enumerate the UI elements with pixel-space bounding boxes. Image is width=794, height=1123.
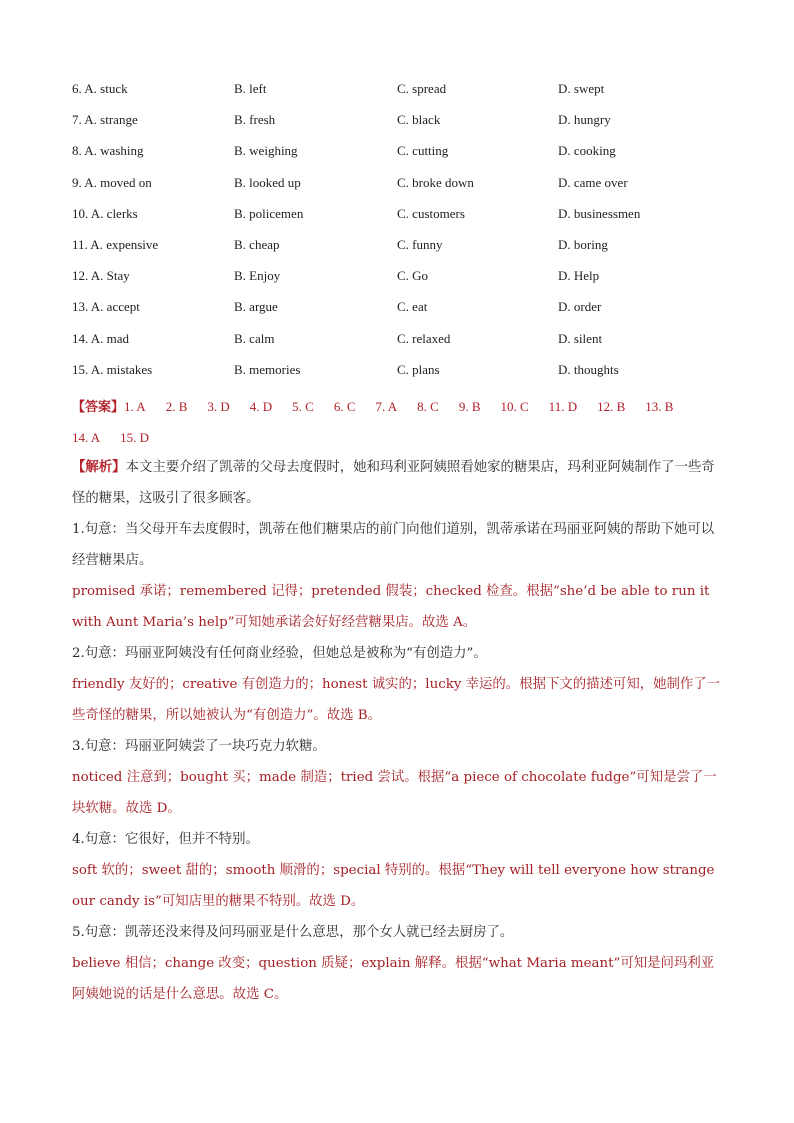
option-b: B. argue (234, 299, 278, 315)
question-analysis: soft 软的；sweet 甜的；smooth 顺滑的；special 特别的。根据“They will tell everyone how strange our candy is”可知店里的糖果不特别。故选 D。 (72, 863, 715, 909)
option-a: 7. A. strange (72, 112, 138, 128)
answer-item: 14. A (72, 430, 101, 445)
option-d: D. thoughts (558, 361, 619, 377)
explanation (72, 452, 724, 1010)
option-a: 15. A. mistakes (72, 361, 153, 377)
question-meaning: 3.句意：玛丽亚阿姨尝了一块巧克力软糖。 (72, 739, 326, 754)
option-a: 13. A. accept (72, 299, 140, 315)
option-d: D. cooking (558, 143, 616, 159)
answer-item: 1. A (124, 399, 146, 414)
answer-item: 10. C (500, 399, 529, 414)
option-c: C. customers (397, 205, 465, 221)
option-d: D. boring (558, 236, 608, 252)
question-analysis: promised 承诺；remembered 记得；pretended 假装；checked 检查。根据“she’d be able to run it with Aunt Maria’s help”可知她承诺会好好经营糖果店。故选 A。 (72, 584, 710, 630)
question-meaning: 1.句意：当父母开车去度假时，凯蒂在他们糖果店的前门向他们道别，凯蒂承诺在玛丽亚阿姨的帮助下她可以经营糖果店。 (72, 522, 715, 568)
option-row (72, 203, 732, 234)
question-analysis: believe 相信；change 改变；question 质疑；explain 解释。根据“what Maria meant”可知是问玛利亚阿姨她说的话是什么意思。故选 C。 (72, 956, 715, 1002)
option-row (72, 172, 732, 203)
answer-item: 3. D (207, 399, 230, 414)
option-d: D. Help (558, 268, 600, 284)
option-b: B. fresh (234, 112, 276, 128)
option-c: C. broke down (397, 174, 474, 190)
option-d: D. businessmen (558, 205, 641, 221)
answer-item: 15. D (120, 430, 150, 445)
option-c: C. relaxed (397, 330, 451, 346)
answer-key (72, 391, 724, 453)
option-a: 9. A. moved on (72, 174, 152, 190)
answer-item: 12. B (597, 399, 626, 414)
answer-item: 9. B (458, 399, 481, 414)
option-d: D. order (558, 299, 602, 315)
answer-item: 4. D (249, 399, 273, 414)
option-b: B. left (234, 81, 267, 96)
option-a: 14. A. mad (72, 330, 130, 346)
option-row (72, 140, 732, 171)
options-table (72, 78, 732, 390)
question-analysis: friendly 友好的；creative 有创造力的；honest 诚实的；lucky 幸运的。根据下文的描述可知，她制作了一些奇怪的糖果，所以她被认为“有创造力”。故选 B。 (72, 677, 721, 723)
answer-item: 13. B (645, 399, 674, 414)
option-d: D. hungry (558, 112, 611, 128)
option-d: D. swept (558, 81, 605, 96)
option-row (72, 296, 732, 327)
option-a: 12. A. Stay (72, 268, 130, 284)
answer-item: 6. C (333, 399, 356, 414)
option-c: C. black (397, 112, 441, 128)
option-c: C. eat (397, 299, 428, 315)
option-c: C. spread (397, 81, 447, 96)
answer-item: 2. B (165, 399, 188, 414)
option-b: B. Enjoy (234, 268, 281, 284)
option-a: 11. A. expensive (72, 236, 159, 252)
option-b: B. looked up (234, 174, 301, 190)
option-row (72, 359, 732, 390)
option-c: C. cutting (397, 143, 449, 159)
option-row (72, 328, 732, 359)
question-analysis: noticed 注意到；bought 买；made 制造；tried 尝试。根据“a piece of chocolate fudge”可知是尝了一块软糖。故选 D。 (72, 770, 717, 816)
explanation-intro-text: 本文主要介绍了凯蒂的父母去度假时，她和玛利亚阿姨照看她家的糖果店，玛利亚阿姨制作了一些奇怪的糖果，这吸引了很多顾客。 (72, 460, 715, 506)
answer-item: 11. D (548, 399, 578, 414)
option-a: 10. A. clerks (72, 205, 138, 221)
answer-tag: 【答案】 (72, 399, 125, 414)
option-a: 6. A. stuck (72, 81, 128, 96)
option-row (72, 78, 732, 109)
question-meaning: 5.句意：凯蒂还没来得及问玛丽亚是什么意思，那个女人就已经去厨房了。 (72, 925, 514, 940)
explanation-intro (72, 452, 724, 514)
option-row (72, 234, 732, 265)
option-a: 8. A. washing (72, 143, 144, 159)
option-b: B. memories (234, 361, 301, 377)
option-c: C. plans (397, 361, 440, 377)
option-row (72, 109, 732, 140)
option-b: B. weighing (234, 143, 298, 159)
answer-item: 8. C (417, 399, 439, 414)
option-b: B. cheap (234, 236, 280, 252)
option-row (72, 265, 732, 296)
option-c: C. Go (397, 268, 429, 284)
option-b: B. policemen (234, 205, 304, 221)
option-d: D. silent (558, 330, 603, 346)
question-meaning: 2.句意：玛丽亚阿姨没有任何商业经验，但她总是被称为“有创造力”。 (72, 646, 487, 661)
option-b: B. calm (234, 330, 275, 346)
question-meaning: 4.句意：它很好，但并不特别。 (72, 832, 259, 847)
answer-item: 5. C (292, 399, 314, 414)
answer-item: 7. A (375, 399, 398, 414)
explanation-tag: 【解析】 (72, 459, 126, 475)
option-c: C. funny (397, 236, 443, 252)
option-d: D. came over (558, 174, 628, 190)
